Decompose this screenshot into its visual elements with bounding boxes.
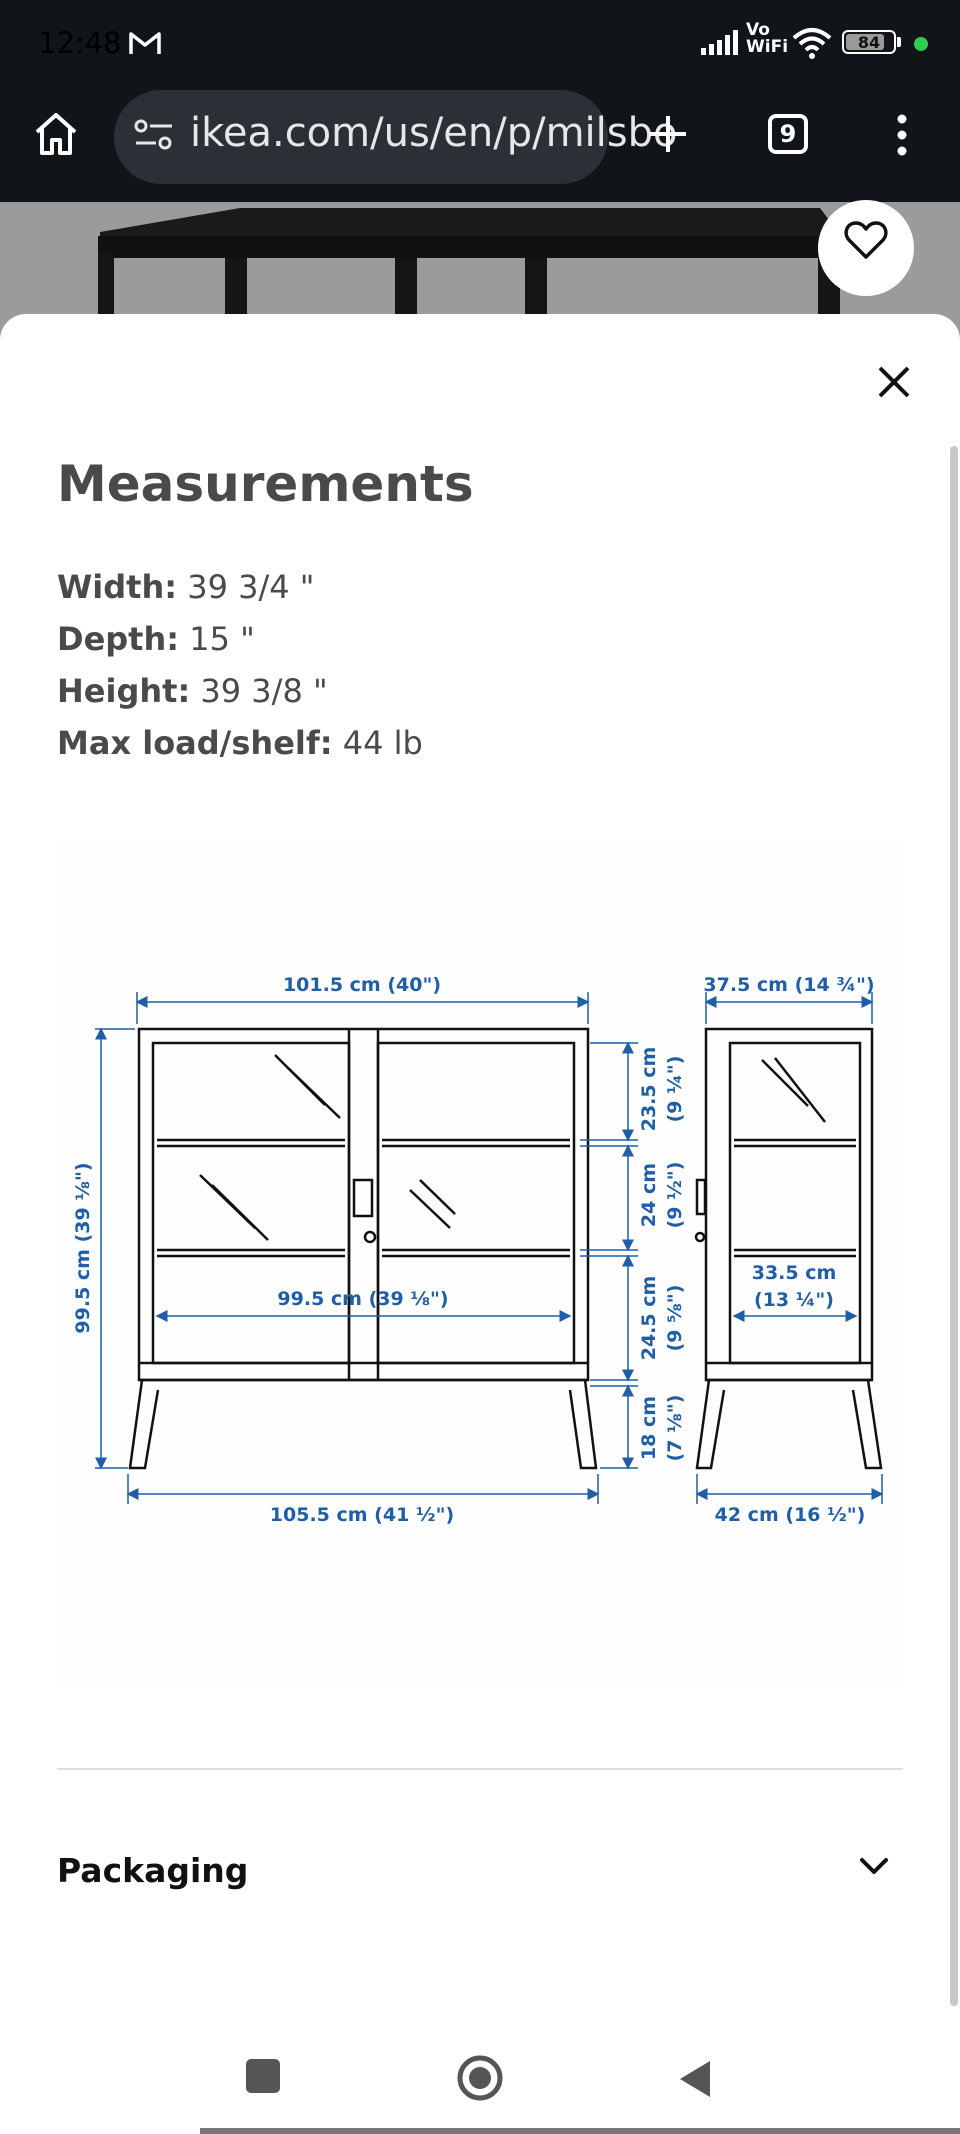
width-top-label: 101.5 cm (40"): [282, 974, 442, 996]
inner-depth-label-cm: 33.5 cm: [751, 1262, 837, 1284]
spec-label: Depth:: [57, 620, 180, 658]
front-cabinet-drawing: [130, 1029, 596, 1468]
network-label: Vo WiFi: [746, 20, 789, 57]
back-button-icon[interactable]: [676, 2058, 714, 2100]
battery-level: 84: [857, 33, 881, 52]
segment-2-cm-label: 24 cm: [638, 1162, 660, 1228]
spec-label: Height:: [57, 672, 191, 710]
spec-value: 39 3/4 ": [187, 568, 315, 606]
bottom-depth-label: 42 cm (16 ½"): [714, 1504, 866, 1526]
side-cabinet-drawing: [696, 1029, 881, 1468]
depth-top-label: 37.5 cm (14 ¾"): [703, 974, 875, 996]
inner-width-label: 99.5 cm (39 ⅛"): [277, 1288, 449, 1310]
segment-1-in-label: (9 ¼"): [664, 1055, 686, 1123]
segment-4-in-label: (7 ⅛"): [664, 1394, 686, 1462]
height-left-label: 99.5 cm (39 ⅛"): [72, 1162, 94, 1334]
segment-1-cm-label: 23.5 cm: [638, 1046, 660, 1132]
segment-3-cm-label: 24.5 cm: [638, 1275, 660, 1361]
spec-label: Width:: [57, 568, 178, 606]
spec-label: Max load/shelf:: [57, 724, 333, 762]
inner-depth-label-in: (13 ¼"): [754, 1289, 834, 1311]
home-indicator: [200, 2128, 960, 2134]
dimension-lines: [95, 992, 882, 1504]
bottom-width-label: 105.5 cm (41 ½"): [269, 1504, 455, 1526]
spec-value: 39 3/8 ": [200, 672, 328, 710]
segment-3-in-label: (9 ⅝"): [664, 1284, 686, 1352]
segment-2-in-label: (9 ½"): [664, 1161, 686, 1229]
status-time: 12:48: [38, 26, 122, 60]
spec-value: 15 ": [189, 620, 255, 658]
page-title: Measurements: [57, 455, 474, 513]
chevron-down-icon[interactable]: [858, 1856, 890, 1878]
home-button-icon[interactable]: [456, 2054, 504, 2102]
packaging-accordion-label[interactable]: Packaging: [57, 1851, 249, 1890]
segment-4-cm-label: 18 cm: [638, 1395, 660, 1461]
url-text[interactable]: ikea.com/us/en/p/milsbo: [190, 110, 678, 156]
spec-value: 44 lb: [342, 724, 423, 762]
divider: [57, 1768, 903, 1770]
recent-apps-button[interactable]: [246, 2059, 280, 2093]
tab-switcher-button[interactable]: 9: [768, 114, 808, 154]
